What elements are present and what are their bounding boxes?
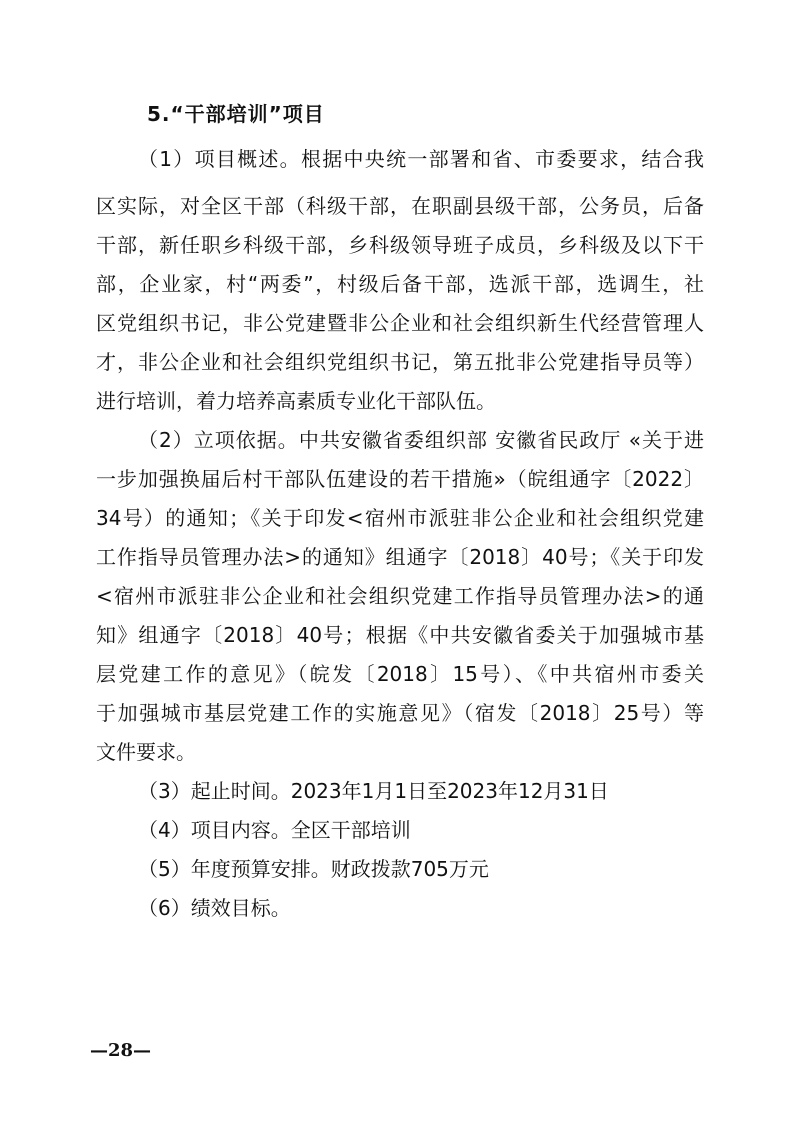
paragraph-2-line-4: 工作指导员管理办法>的通知》组通字〔2018〕40号；《关于印发 bbox=[96, 545, 704, 569]
paragraph-2-line-2: 一步加强换届后村干部队伍建设的若干措施»（皖组通字〔2022〕 bbox=[96, 467, 704, 491]
paragraph-2-line-8: 于加强城市基层党建工作的实施意见》（宿发〔2018〕25号）等 bbox=[96, 701, 704, 725]
paragraph-5-budget: （5）年度预算安排。财政拨款705万元 bbox=[138, 857, 489, 881]
paragraph-1-line-4: 部，企业家，村“两委”，村级后备干部，选派干部，选调生，社 bbox=[96, 272, 704, 296]
paragraph-1-line-1: （1）项目概述。根据中央统一部署和省、市委要求，结合我 bbox=[138, 147, 704, 171]
paragraph-2-line-3: 34号）的通知；《关于印发<宿州市派驻非公企业和社会组织党建 bbox=[96, 506, 704, 530]
paragraph-1-line-3: 干部，新任职乡科级干部，乡科级领导班子成员，乡科级及以下干 bbox=[96, 233, 704, 257]
paragraph-1-line-2: 区实际，对全区干部（科级干部，在职副县级干部，公务员，后备 bbox=[96, 194, 704, 218]
paragraph-4-content: （4）项目内容。全区干部培训 bbox=[138, 818, 411, 842]
page-number: —28— bbox=[90, 1040, 152, 1061]
paragraph-2-line-9: 文件要求。 bbox=[96, 740, 196, 764]
section-heading: 5.“干部培训”项目 bbox=[147, 102, 325, 126]
paragraph-3-time-span: （3）起止时间。2023年1月1日至2023年12月31日 bbox=[138, 779, 609, 803]
paragraph-1-line-6: 才，非公企业和社会组织党组织书记，第五批非公党建指导员等） bbox=[96, 350, 704, 374]
paragraph-1-line-5: 区党组织书记，非公党建暨非公企业和社会组织新生代经营管理人 bbox=[96, 311, 704, 335]
paragraph-2-line-6: 知》组通字〔2018〕40号；根据《中共安徽省委关于加强城市基 bbox=[96, 623, 704, 647]
paragraph-1-line-7: 进行培训，着力培养高素质专业化干部队伍。 bbox=[96, 389, 496, 413]
paragraph-2-line-5: <宿州市派驻非公企业和社会组织党建工作指导员管理办法>的通 bbox=[96, 584, 704, 608]
paragraph-6-goals: （6）绩效目标。 bbox=[138, 896, 291, 920]
paragraph-2-line-1: （2）立项依据。中共安徽省委组织部 安徽省民政厅 «关于进 bbox=[138, 428, 704, 452]
paragraph-2-line-7: 层党建工作的意见》（皖发〔2018〕15号）、《中共宿州市委关 bbox=[96, 662, 704, 686]
